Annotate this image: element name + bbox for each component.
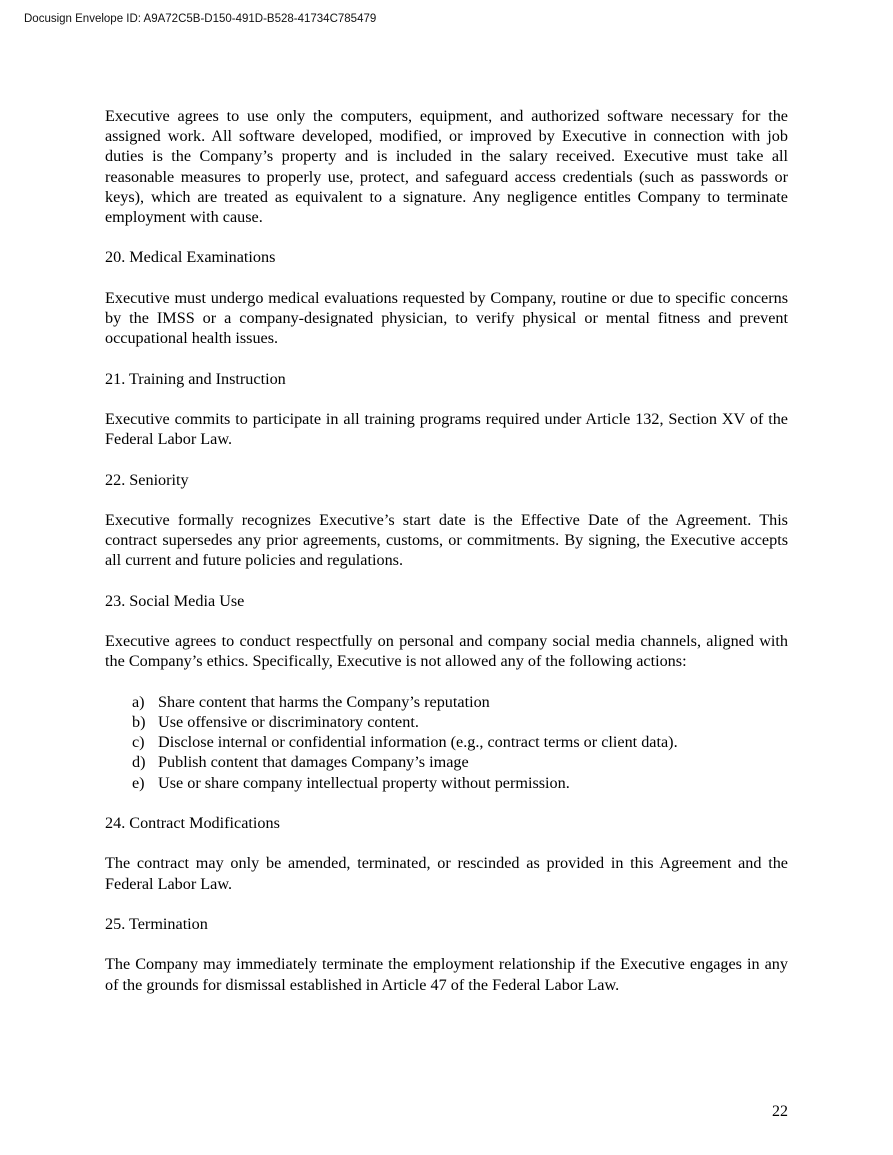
list-marker: c) bbox=[132, 733, 145, 752]
list-item-text: Disclose internal or confidential information (e.g., contract terms or client data). bbox=[158, 733, 678, 752]
section-23-heading: 23. Social Media Use bbox=[105, 591, 245, 610]
section-22-heading: 22. Seniority bbox=[105, 470, 189, 489]
list-marker: b) bbox=[132, 712, 146, 731]
list-marker: d) bbox=[132, 753, 146, 772]
section-22-body: Executive formally recognizes Executive’s start date is the Effective Date of the Agreement. This contract supersedes any prior agreements, customs, or commitments. By signing, the Executive accepts all current and future policies and regulations. bbox=[105, 510, 788, 570]
intro-paragraph: Executive agrees to use only the computers, equipment, and authorized software necessary for the assigned work. All software developed, modified, or improved by Executive in connection with job duties is the Company’s property and is included in the salary received. Executive must take all reasonable measures to properly use, protect, and safeguard access credentials (such as passwords or keys), which are treated as equivalent to a signature. Any negligence entitles Company to terminate employment with cause. bbox=[105, 107, 788, 227]
list-item-text: Use offensive or discriminatory content. bbox=[158, 712, 419, 731]
document-body bbox=[105, 106, 788, 995]
page-number: 22 bbox=[772, 1103, 788, 1120]
list-item bbox=[105, 752, 788, 772]
section-21-heading: 21. Training and Instruction bbox=[105, 369, 286, 388]
list-marker: a) bbox=[132, 692, 145, 711]
section-23-list bbox=[105, 692, 788, 793]
list-item-text: Use or share company intellectual property without permission. bbox=[158, 773, 570, 792]
list-item bbox=[105, 712, 788, 732]
list-marker: e) bbox=[132, 773, 145, 792]
list-item-text: Share content that harms the Company’s reputation bbox=[158, 692, 490, 711]
section-20-body: Executive must undergo medical evaluations requested by Company, routine or due to specific concerns by the IMSS or a company-designated physician, to verify physical or mental fitness and prevent occupational health issues. bbox=[105, 288, 788, 348]
section-24-heading: 24. Contract Modifications bbox=[105, 813, 280, 832]
section-25-body: The Company may immediately terminate the employment relationship if the Executive engages in any of the grounds for dismissal established in Article 47 of the Federal Labor Law. bbox=[105, 955, 788, 994]
list-item-text: Publish content that damages Company’s image bbox=[158, 753, 469, 772]
section-21-body: Executive commits to participate in all training programs required under Article 132, Section XV of the Federal Labor Law. bbox=[105, 409, 788, 449]
list-item bbox=[105, 732, 788, 752]
envelope-id: Docusign Envelope ID: A9A72C5B-D150-491D-B528-41734C785479 bbox=[24, 13, 377, 25]
section-23-body: Executive agrees to conduct respectfully on personal and company social media channels, aligned with the Company’s ethics. Specifically, Executive is not allowed any of the following actions: bbox=[105, 632, 788, 671]
section-20-heading: 20. Medical Examinations bbox=[105, 248, 276, 267]
section-24-body: The contract may only be amended, terminated, or rescinded as provided in this Agreement and the Federal Labor Law. bbox=[105, 854, 788, 893]
list-item bbox=[105, 692, 788, 712]
section-25-heading: 25. Termination bbox=[105, 914, 208, 933]
list-item bbox=[105, 773, 788, 793]
